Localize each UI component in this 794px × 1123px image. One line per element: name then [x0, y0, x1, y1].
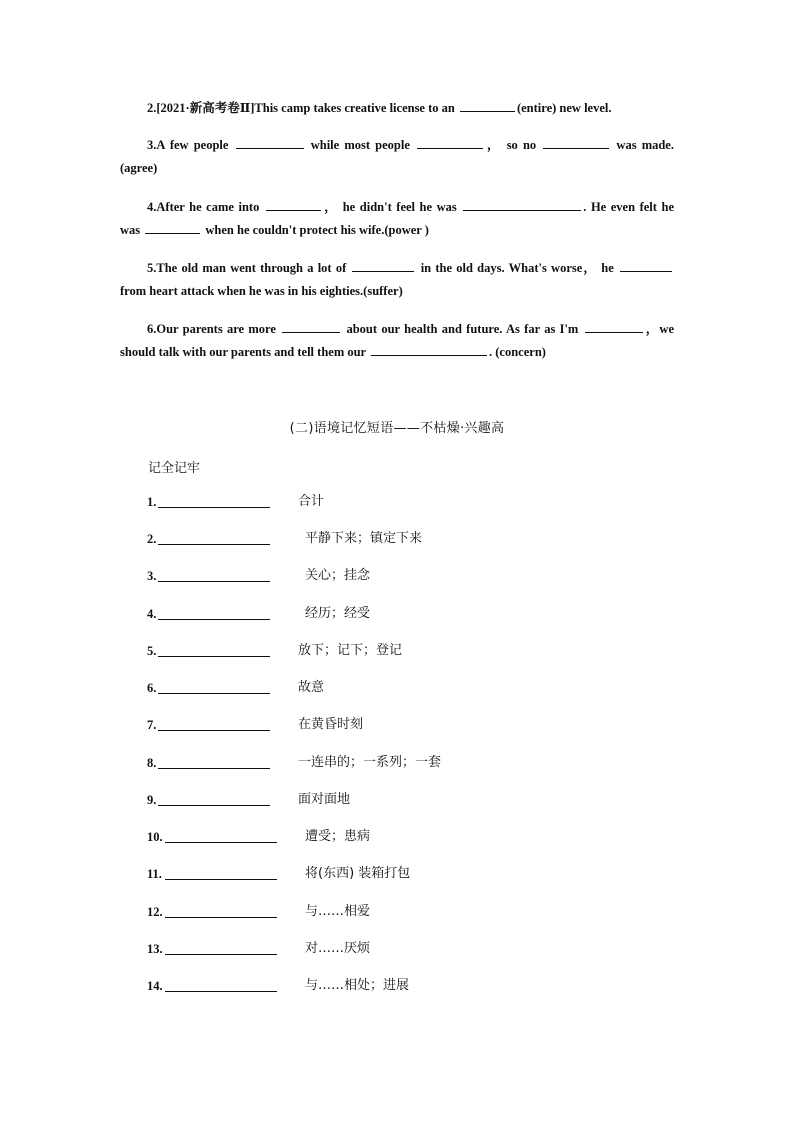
answer-blank[interactable] — [417, 135, 483, 149]
exercise-text: . He even felt he was — [120, 200, 674, 237]
vocab-number: 10. — [147, 830, 163, 844]
vocab-number: 11. — [147, 867, 162, 881]
vocab-meaning: 遭受；患病 — [305, 829, 371, 844]
vocab-answer-blank[interactable] — [158, 805, 270, 806]
answer-blank[interactable] — [282, 319, 340, 333]
answer-blank[interactable] — [463, 197, 581, 211]
vocab-number: 8. — [147, 756, 157, 770]
vocab-answer-blank[interactable] — [158, 619, 270, 620]
vocab-answer-blank[interactable] — [165, 954, 277, 955]
vocab-answer-blank[interactable] — [158, 730, 270, 731]
answer-blank[interactable] — [266, 197, 321, 211]
exercise-text: 5.The old man went through a lot of — [147, 261, 351, 275]
exercise-text: about our health and future. As far as I'm — [342, 322, 583, 336]
vocab-meaning: 经历；经受 — [305, 606, 371, 621]
exercise-5 — [120, 257, 674, 303]
answer-blank[interactable] — [543, 135, 609, 149]
vocab-meaning: 故意 — [298, 680, 325, 695]
exercise-6 — [120, 318, 674, 364]
vocab-number: 9. — [147, 793, 157, 807]
vocab-number: 7. — [147, 718, 157, 732]
vocab-number: 1. — [147, 495, 157, 509]
exercise-text: when he couldn't protect his wife.(power ) — [202, 223, 429, 237]
answer-blank[interactable] — [371, 342, 487, 356]
exercise-text: ， so no — [485, 138, 542, 152]
exercise-text: in the old days. What's worse， he — [416, 261, 618, 275]
exercise-4 — [120, 196, 674, 242]
vocab-meaning: 将(东西) 装箱打包 — [305, 866, 411, 881]
vocab-meaning: 在黄昏时刻 — [298, 717, 364, 732]
exercise-text: from heart attack when he was in his eighties.(suffer) — [120, 284, 403, 298]
vocab-number: 5. — [147, 644, 157, 658]
answer-blank[interactable] — [620, 258, 672, 272]
exercise-3 — [120, 134, 674, 180]
vocab-number: 3. — [147, 569, 157, 583]
answer-blank[interactable] — [352, 258, 414, 272]
exercise-text: ， he didn't feel he was — [322, 200, 462, 214]
vocab-meaning: 一连串的；一系列；一套 — [298, 755, 442, 770]
section-subhead: 记全记牢 — [148, 461, 201, 476]
answer-blank[interactable] — [460, 98, 515, 112]
vocab-meaning: 关心；挂念 — [305, 568, 371, 583]
vocab-number: 13. — [147, 942, 163, 956]
vocab-answer-blank[interactable] — [158, 507, 270, 508]
exercise-text: 2.[2021·新高考卷Ⅱ]This camp takes creative license to an — [147, 101, 458, 115]
vocab-number: 6. — [147, 681, 157, 695]
vocab-number: 2. — [147, 532, 157, 546]
exercise-text: while most people — [305, 138, 416, 152]
vocab-meaning: 合计 — [298, 494, 325, 509]
vocab-answer-blank[interactable] — [165, 917, 277, 918]
exercise-text: 4.After he came into — [147, 200, 264, 214]
vocab-meaning: 对……厌烦 — [305, 941, 371, 956]
exercise-text: . (concern) — [489, 345, 546, 359]
vocab-answer-blank[interactable] — [158, 768, 270, 769]
vocab-number: 14. — [147, 979, 163, 993]
exercise-text: 6.Our parents are more — [147, 322, 281, 336]
exercise-2 — [120, 97, 674, 120]
vocab-answer-blank[interactable] — [165, 842, 277, 843]
vocab-meaning: 平静下来；镇定下来 — [305, 531, 423, 546]
exercise-text: 3.A few people — [147, 138, 234, 152]
answer-blank[interactable] — [145, 220, 200, 234]
exercise-text: (entire) new level. — [516, 101, 612, 115]
section-title: (二)语境记忆短语——不枯燥·兴趣高 — [289, 421, 505, 436]
vocab-meaning: 面对面地 — [298, 792, 351, 807]
vocab-meaning: 放下；记下；登记 — [298, 643, 403, 658]
vocab-number: 12. — [147, 905, 163, 919]
vocab-answer-blank[interactable] — [165, 991, 277, 992]
vocab-answer-blank[interactable] — [158, 581, 270, 582]
vocab-meaning: 与……相爱 — [305, 904, 371, 919]
exercise-text: was made.(agree) — [120, 138, 674, 175]
vocab-number: 4. — [147, 607, 157, 621]
vocab-answer-blank[interactable] — [158, 656, 270, 657]
answer-blank[interactable] — [236, 135, 304, 149]
vocab-answer-blank[interactable] — [158, 693, 270, 694]
vocab-meaning: 与……相处；进展 — [305, 978, 410, 993]
vocab-answer-blank[interactable] — [158, 544, 270, 545]
exercise-text: ，we should talk with our parents and tell them our — [120, 322, 675, 359]
vocab-answer-blank[interactable] — [165, 879, 277, 880]
answer-blank[interactable] — [585, 319, 643, 333]
